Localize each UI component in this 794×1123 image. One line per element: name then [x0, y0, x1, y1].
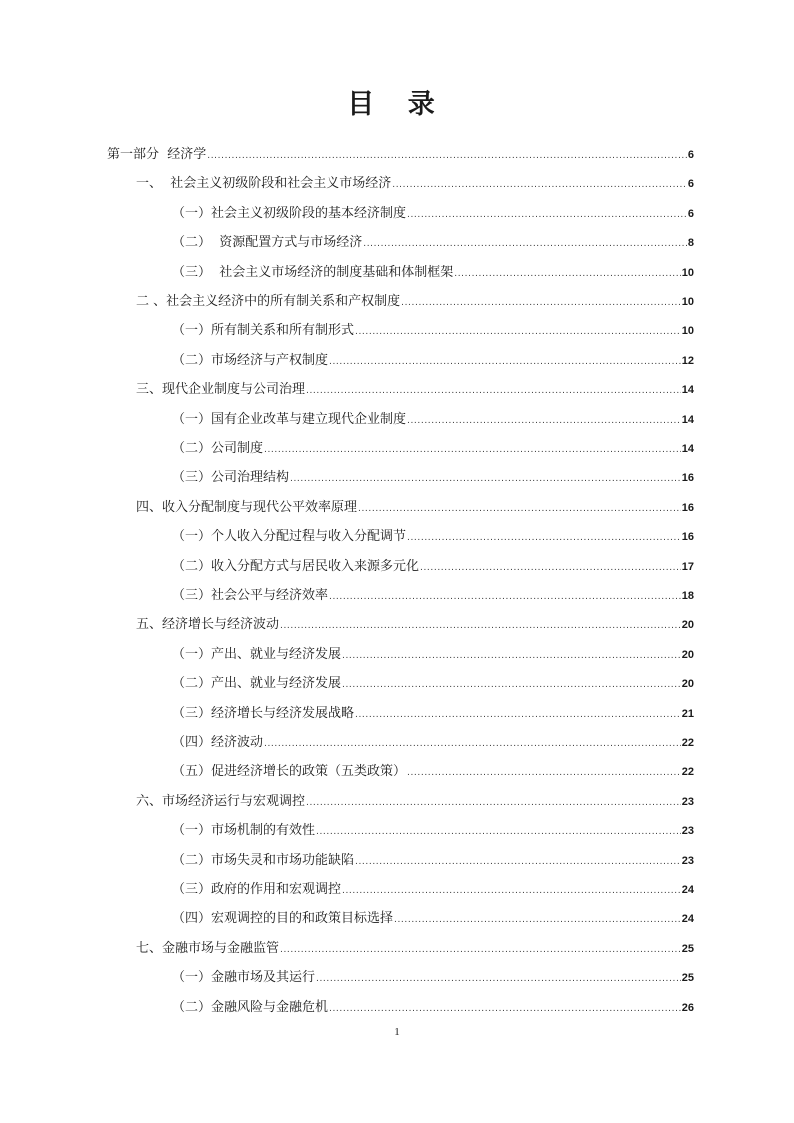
toc-leader-dots [306, 793, 681, 813]
toc-entry[interactable] [172, 439, 694, 459]
toc-leader-dots [329, 999, 681, 1019]
toc-entry[interactable] [172, 557, 694, 577]
toc-entry[interactable] [136, 498, 694, 518]
toc-leader-dots [363, 234, 687, 254]
toc-entry[interactable] [172, 880, 694, 900]
toc-entry-title: （二）公司制度 [172, 441, 264, 456]
toc-entry-title: 第一部分 经济学 [107, 147, 207, 162]
toc-entry-title: 四、收入分配制度与现代公平效率原理 [136, 499, 358, 515]
toc-entry-page: 6 [687, 178, 694, 191]
toc-entry[interactable] [172, 527, 694, 547]
toc-entry-page: 20 [681, 648, 694, 661]
toc-entry-page: 20 [681, 678, 694, 691]
toc-entry[interactable] [172, 851, 694, 871]
toc-leader-dots [420, 558, 681, 578]
toc-entry[interactable] [172, 762, 694, 782]
toc-entry[interactable] [172, 586, 694, 606]
toc-leader-dots [329, 587, 681, 607]
toc-entry-title: （一）金融市场及其运行 [172, 970, 316, 986]
toc-entry[interactable] [172, 204, 694, 224]
toc-entry[interactable] [172, 410, 694, 430]
toc-entry-title: （二）产出、就业与经济发展 [172, 676, 342, 692]
toc-entry[interactable] [136, 380, 694, 400]
toc-entry-title: （三） 社会主义市场经济的制度基础和体制框架 [172, 264, 454, 280]
toc-entry[interactable] [107, 145, 694, 165]
toc-entry[interactable] [172, 351, 694, 371]
toc-leader-dots [290, 469, 681, 489]
toc-leader-dots [355, 852, 681, 872]
toc-leader-dots [394, 910, 681, 930]
toc-entry-page: 18 [681, 590, 694, 602]
toc-entry-page: 24 [681, 913, 694, 926]
toc-entry-page: 10 [681, 296, 694, 308]
toc-entry-title: 一、 社会主义初级阶段和社会主义市场经济 [136, 176, 392, 192]
toc-leader-dots [264, 440, 681, 460]
toc-leader-dots [280, 616, 681, 636]
toc-entry-page: 25 [681, 942, 694, 955]
toc-entry[interactable] [136, 792, 694, 812]
toc-entry-title: （二）金融风险与金融危机 [172, 999, 329, 1015]
toc-leader-dots [342, 881, 681, 901]
toc-entry-page: 26 [681, 1001, 694, 1014]
toc-entry-title: （一）产出、就业与经济发展 [172, 646, 342, 662]
toc-entry-title: （一）所有制关系和所有制形式 [172, 323, 355, 339]
toc-leader-dots [392, 175, 687, 195]
toc-entry[interactable] [172, 233, 694, 253]
toc-leader-dots [342, 646, 681, 666]
toc-leader-dots [306, 381, 681, 401]
toc-entry-title: 二 、社会主义经济中的所有制关系和产权制度 [136, 294, 401, 309]
toc-entry[interactable] [172, 998, 694, 1018]
toc-entry[interactable] [136, 174, 694, 194]
toc-entry-title: （二） 资源配置方式与市场经济 [172, 235, 363, 251]
toc-entry-title: （四）经济波动 [172, 735, 264, 750]
toc-entry-title: （二）市场失灵和市场功能缺陷 [172, 852, 355, 868]
toc-entry-title: 三、现代企业制度与公司治理 [136, 382, 306, 398]
toc-entry-title: 六、市场经济运行与宏观调控 [136, 793, 306, 809]
toc-entry-title: （二）市场经济与产权制度 [172, 352, 329, 368]
toc-leader-dots [358, 499, 681, 519]
toc-entry-page: 6 [687, 149, 694, 161]
toc-leader-dots [355, 322, 681, 342]
toc-entry-page: 24 [681, 884, 694, 896]
toc-entry-title: （三）公司治理结构 [172, 470, 290, 486]
toc-entry-title: （三）社会公平与经济效率 [172, 588, 329, 603]
toc-entry[interactable] [172, 263, 694, 283]
toc-entry[interactable] [136, 615, 694, 635]
toc-entry-title: （二）收入分配方式与居民收入来源多元化 [172, 558, 420, 574]
toc-leader-dots [316, 822, 681, 842]
toc-entry[interactable] [172, 674, 694, 694]
toc-entry-page: 14 [681, 443, 694, 455]
toc-entry[interactable] [172, 733, 694, 753]
toc-entry-title: （一）社会主义初级阶段的基本经济制度 [172, 205, 407, 221]
toc-leader-dots [407, 411, 681, 431]
toc-leader-dots [355, 705, 681, 725]
toc-entry-title: （一）个人收入分配过程与收入分配调节 [172, 529, 407, 545]
toc-entry-page: 17 [681, 560, 694, 573]
toc-entry-page: 22 [681, 737, 694, 749]
toc-leader-dots [407, 205, 687, 225]
toc-entry-title: （四）宏观调控的目的和政策目标选择 [172, 911, 394, 927]
toc-entry[interactable] [172, 821, 694, 841]
toc-entry[interactable] [172, 468, 694, 488]
toc-leader-dots [280, 940, 681, 960]
toc-entry-page: 22 [681, 766, 694, 779]
toc-entry[interactable] [172, 645, 694, 665]
toc-entry-title: （一）国有企业改革与建立现代企业制度 [172, 411, 407, 427]
toc-entry-title: （五）促进经济增长的政策（五类政策） [172, 764, 407, 780]
toc-entry-title: （三）经济增长与经济发展战略 [172, 705, 355, 721]
toc-entry-page: 14 [681, 384, 694, 397]
page-title: 目 录 [347, 89, 447, 120]
toc-entry-title: 五、经济增长与经济波动 [136, 617, 280, 633]
toc-leader-dots [401, 293, 681, 313]
toc-entry-title: 七、金融市场与金融监管 [136, 940, 280, 956]
toc-entry-page: 25 [681, 972, 694, 985]
toc-leader-dots [454, 264, 680, 284]
toc-leader-dots [316, 969, 681, 989]
toc-entry-page: 23 [681, 825, 694, 838]
toc-entry-page: 16 [681, 501, 694, 514]
toc-entry-page: 10 [681, 266, 694, 279]
toc-leader-dots [342, 675, 681, 695]
toc-leader-dots [407, 528, 681, 548]
toc-entry-page: 16 [681, 531, 694, 544]
toc-entry-page: 21 [681, 707, 694, 720]
toc-entry[interactable] [136, 292, 694, 312]
toc-entry[interactable] [172, 909, 694, 929]
toc-entry-page: 14 [681, 413, 694, 426]
toc-entry-page: 6 [687, 207, 694, 220]
toc-entry-page: 12 [681, 354, 694, 367]
toc-entry-page: 20 [681, 619, 694, 632]
toc-entry-title: （一）市场机制的有效性 [172, 823, 316, 839]
toc-entry[interactable] [136, 939, 694, 959]
toc-leader-dots [207, 146, 687, 166]
toc-leader-dots [329, 352, 681, 372]
toc-entry[interactable] [172, 704, 694, 724]
page-number: 1 [394, 1026, 400, 1038]
toc-entry-title: （三）政府的作用和宏观调控 [172, 882, 342, 897]
toc-entry-page: 23 [681, 854, 694, 867]
toc-entry-page: 16 [681, 472, 694, 485]
toc-entry-page: 8 [687, 237, 694, 250]
toc-entry[interactable] [172, 968, 694, 988]
toc-entry-page: 23 [681, 795, 694, 808]
toc-entry-page: 10 [681, 325, 694, 338]
toc-entry[interactable] [172, 321, 694, 341]
toc-leader-dots [264, 734, 681, 754]
toc-leader-dots [407, 763, 681, 783]
